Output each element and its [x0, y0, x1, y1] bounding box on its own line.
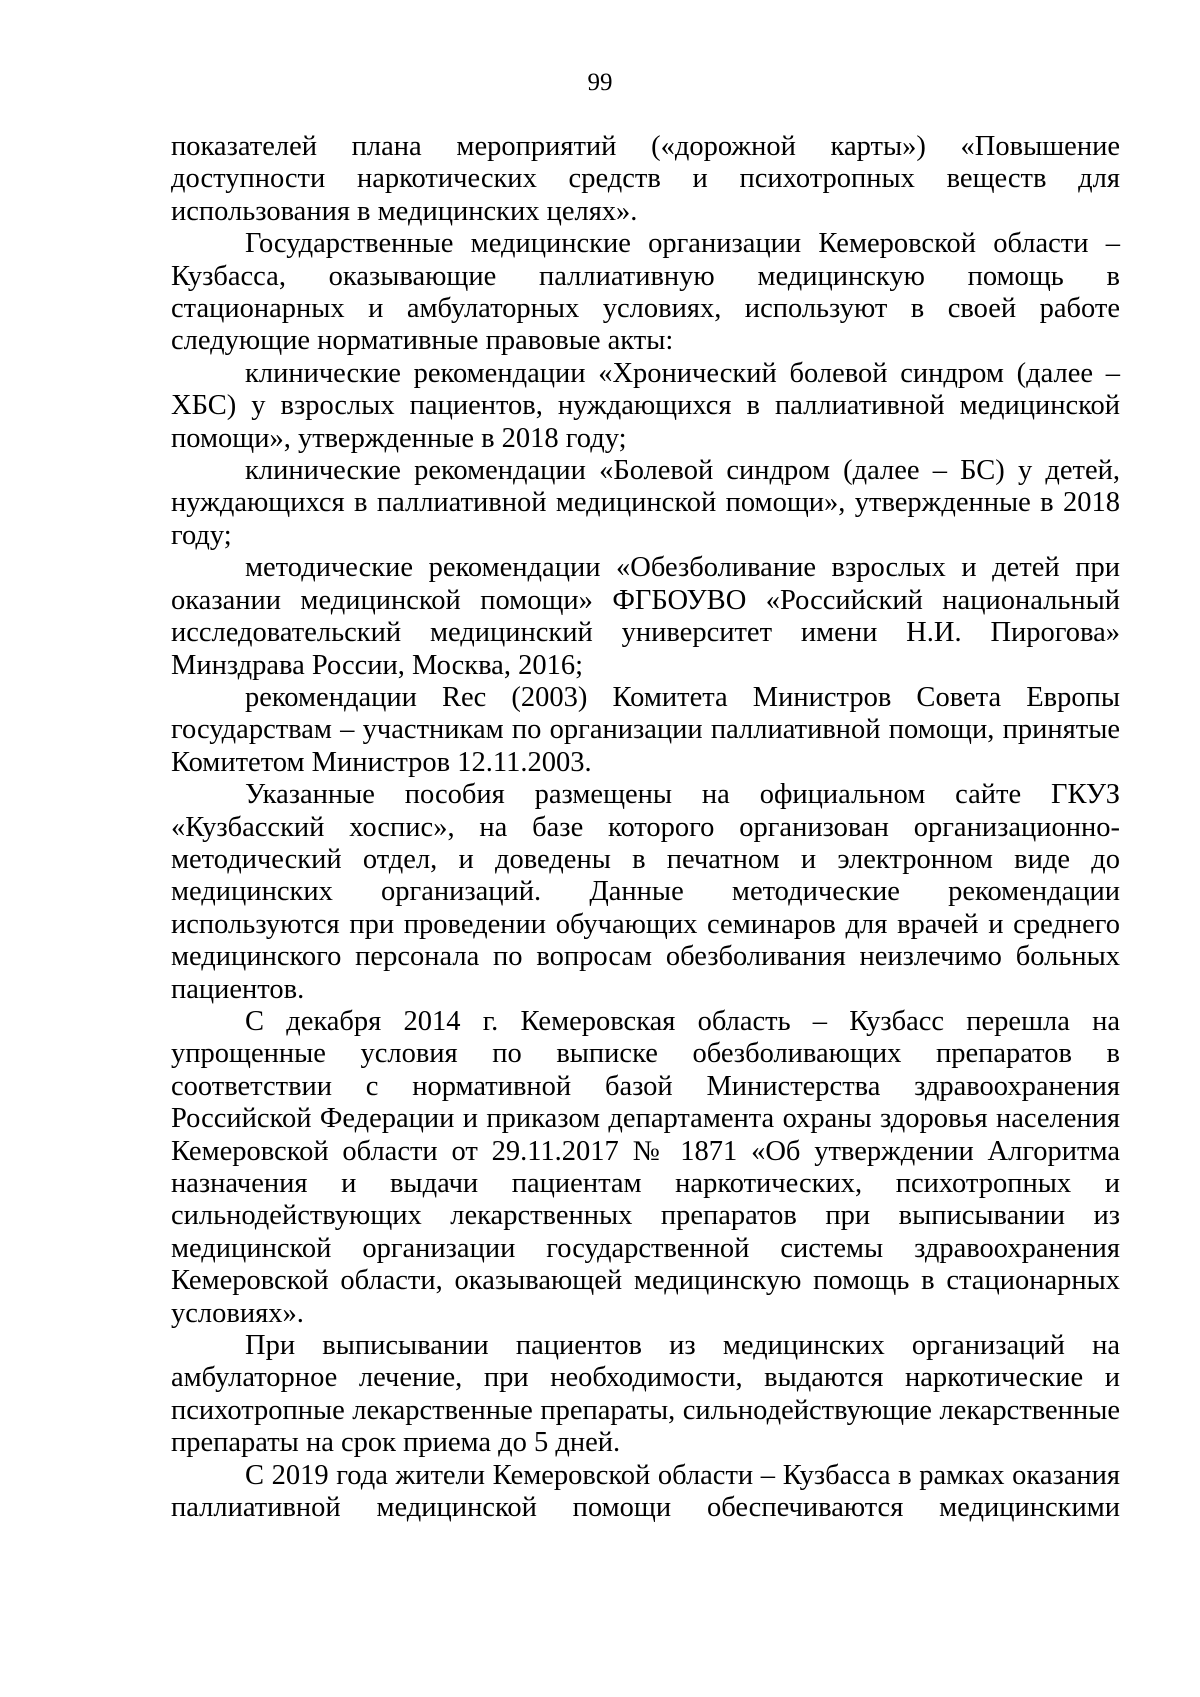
paragraph: С декабря 2014 г. Кемеровская область – Кузбасс перешла на упрощенные условия по выписке обезболивающих препаратов в соответствии с нормативной базой Министерства здравоохранения Российской Федерации и приказом департамента охраны здоровья населения Кемеровской области от 29.11.2017 № 1871 «Об утверждении Алгоритма назначения и выдачи пациентам наркотических, психотропных и сильнодействующих лекарственных препаратов при выписывании из медицинской организации государственной системы здравоохранения Кемеровской области, оказывающей медицинскую помощь в стационарных условиях».	[171, 1005, 1120, 1329]
paragraph: Указанные пособия размещены на официальном сайте ГКУЗ «Кузбасский хоспис», на базе которого организован организационно-методический отдел, и доведены в печатном и электронном виде до медицинских организаций. Данные методические рекомендации используются при проведении обучающих семинаров для врачей и среднего медицинского персонала по вопросам обезболивания неизлечимо больных пациентов.	[171, 779, 1120, 1005]
paragraph: С 2019 года жители Кемеровской области – Кузбасса в рамках оказания паллиативной медицинской помощи обеспечиваются медицинскими	[171, 1459, 1120, 1524]
paragraph: Государственные медицинские организации Кемеровской области – Кузбасса, оказывающие паллиативную медицинскую помощь в стационарных и амбулаторных условиях, используют в своей работе следующие нормативные правовые акты:	[171, 228, 1120, 357]
page-body	[171, 131, 1120, 1524]
page-number: 99	[587, 69, 613, 96]
paragraph: клинические рекомендации «Хронический болевой синдром (далее – ХБС) у взрослых пациентов, нуждающихся в паллиативной медицинской помощи», утвержденные в 2018 году;	[171, 357, 1120, 454]
paragraph: клинические рекомендации «Болевой синдром (далее – БС) у детей, нуждающихся в паллиативной медицинской помощи», утвержденные в 2018 году;	[171, 455, 1120, 551]
paragraph: методические рекомендации «Обезболивание взрослых и детей при оказании медицинской помощи» ФГБОУВО «Российский национальный исследовательский медицинский университет имени Н.И. Пирогова» Минздрава России, Москва, 2016;	[171, 552, 1120, 681]
paragraph: При выписывании пациентов из медицинских организаций на амбулаторное лечение, при необходимости, выдаются наркотические и психотропные лекарственные препараты, сильнодействующие лекарственные препараты на срок приема до 5 дней.	[171, 1330, 1120, 1459]
paragraph: показателей плана мероприятий («дорожной карты») «Повышение доступности наркотических средств и психотропных веществ для использования в медицинских целях».	[171, 131, 1120, 227]
paragraph: рекомендации Rec (2003) Комитета Министров Совета Европы государствам – участникам по организации паллиативной помощи, принятые Комитетом Министров 12.11.2003.	[171, 681, 1120, 778]
